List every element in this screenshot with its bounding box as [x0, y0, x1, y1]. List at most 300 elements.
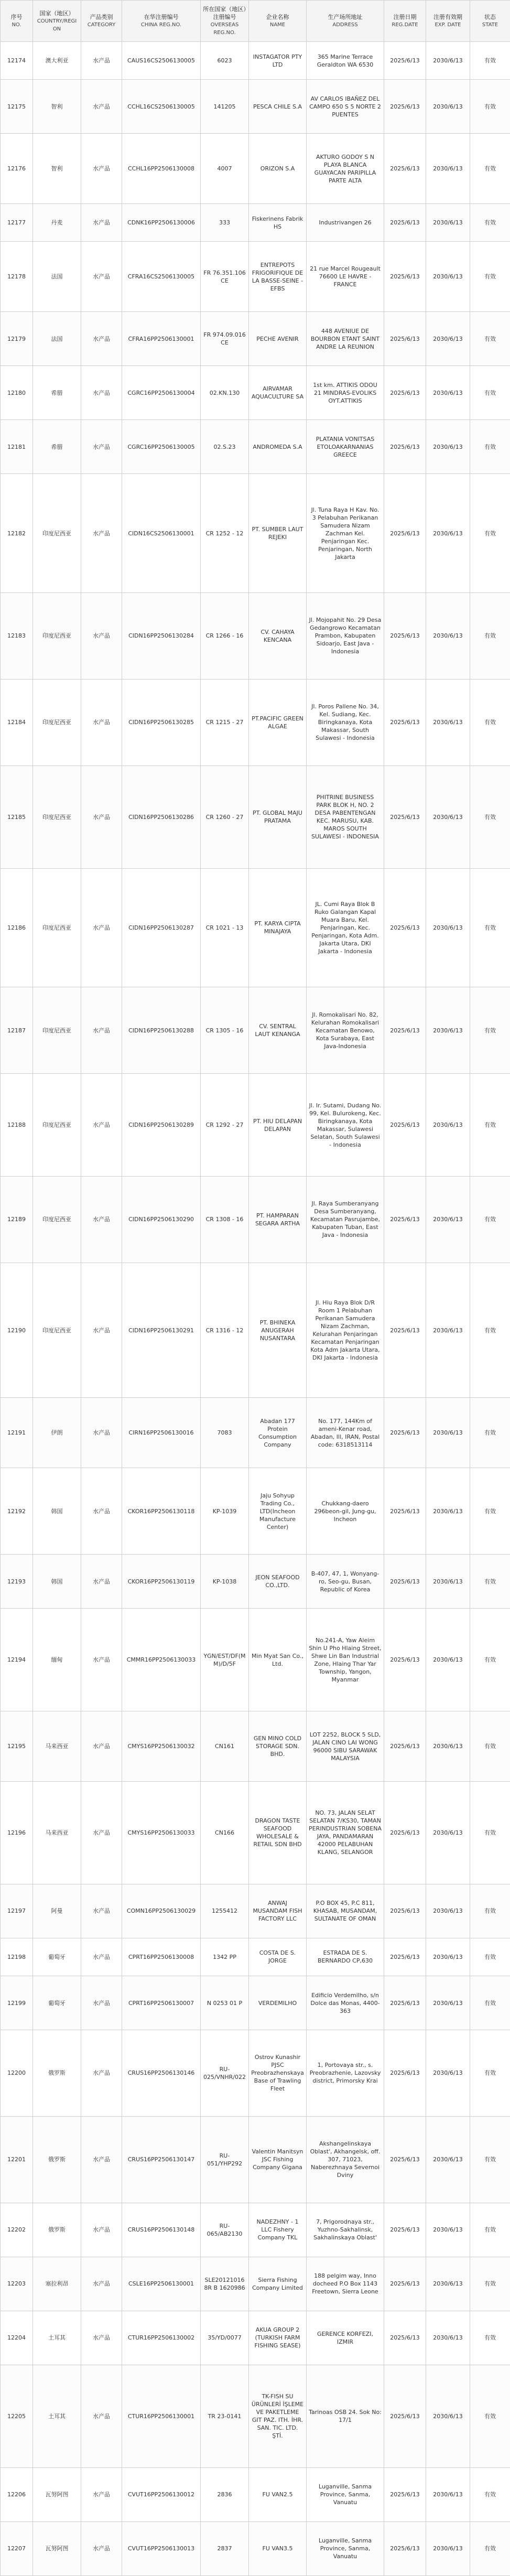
table-row — [1, 2257, 510, 2311]
cell-name: Ostrov Kunashir PJSC Preobrazhenskaya Base of Trawling Fleet — [249, 2030, 307, 2117]
table-row — [1, 679, 510, 766]
cell-china-reg: CAUS16CS2506130005 — [122, 42, 201, 80]
cell-category: 水产品 — [81, 766, 122, 868]
cell-no: 12206 — [1, 2467, 33, 2521]
cell-state: 有效 — [470, 2203, 510, 2257]
column-header-zh: 注册日期 — [393, 14, 417, 20]
cell-address: Jl. Raya Sumberanyang Desa Sumberanyang, Kecamatan Pasrujambe, Kabupaten Tuban, East Java - Indonesia — [307, 1176, 384, 1263]
cell-country: 缅甸 — [33, 1609, 81, 1711]
cell-reg-date: 2025/6/13 — [384, 1711, 426, 1782]
cell-exp-date: 2030/6/13 — [426, 42, 470, 80]
cell-category: 水产品 — [81, 204, 122, 242]
table-row — [1, 42, 510, 80]
cell-address: Jl. Tuna Raya H Kav. No. 3 Pelabuhan Perikanan Samudera Nizam Zachman Kel. Penjaringan Kec. Penjaringan, North Jakarta — [307, 474, 384, 593]
cell-china-reg: CIDN16PP2506130288 — [122, 987, 201, 1074]
cell-address: Jl. Mojopahit No. 29 Desa Gedangrowo Kecamatan Prambon, Kabupaten Sidoarjo, East Java - Indonesia — [307, 593, 384, 680]
cell-reg-date: 2025/6/13 — [384, 1263, 426, 1398]
column-header-category — [81, 1, 122, 42]
table-row — [1, 2116, 510, 2203]
header-row — [1, 1, 510, 42]
cell-country: 印度尼西亚 — [33, 766, 81, 868]
cell-no: 12203 — [1, 2257, 33, 2311]
cell-state: 有效 — [470, 2521, 510, 2575]
cell-country: 俄罗斯 — [33, 2203, 81, 2257]
cell-exp-date: 2030/6/13 — [426, 1884, 470, 1938]
cell-name: PT. GLOBAL MAJU PRATAMA — [249, 766, 307, 868]
cell-address: ESTRADA DE S. BERNARDO CP,630 — [307, 1938, 384, 1976]
cell-category: 水产品 — [81, 593, 122, 680]
cell-address: PLATANIA VONITSAS ETOLOAKARNANIAS GREECE — [307, 420, 384, 474]
cell-name: PT. HIU DELAPAN DELAPAN — [249, 1074, 307, 1177]
cell-category: 水产品 — [81, 868, 122, 987]
cell-overseas-reg: CR 1260 - 27 — [201, 766, 249, 868]
cell-china-reg: CIDN16PP2506130285 — [122, 679, 201, 766]
cell-overseas-reg: RU-025/VNHR/022 — [201, 2030, 249, 2117]
cell-no: 12196 — [1, 1782, 33, 1884]
cell-china-reg: CFRA16PP2506130001 — [122, 312, 201, 366]
cell-category: 水产品 — [81, 2116, 122, 2203]
cell-overseas-reg: 2837 — [201, 2521, 249, 2575]
cell-overseas-reg: 7083 — [201, 1398, 249, 1468]
cell-state: 有效 — [470, 2311, 510, 2365]
cell-overseas-reg: 141205 — [201, 80, 249, 134]
cell-name: Fiskerinens Fabrik HS — [249, 204, 307, 242]
cell-country: 丹麦 — [33, 204, 81, 242]
cell-name: Valentin Manitsyn JSC Fishing Company Gigana — [249, 2116, 307, 2203]
cell-overseas-reg: CR 1292 - 27 — [201, 1074, 249, 1177]
cell-exp-date: 2030/6/13 — [426, 1976, 470, 2030]
cell-category: 水产品 — [81, 1938, 122, 1976]
cell-exp-date: 2030/6/13 — [426, 1398, 470, 1468]
cell-name: Abadan 177 Protein Consumption Company — [249, 1398, 307, 1468]
cell-reg-date: 2025/6/13 — [384, 312, 426, 366]
cell-address: Jl. Hiu Raya Blok D/R Room 1 Pelabuhan Perikanan Samudera Nizam Zachman, Kelurahan Penjaringan Kecamatan Penjaringan Kota Adm Jakarta Utara, DKI Jakarta - Indonesia — [307, 1263, 384, 1398]
cell-state: 有效 — [470, 2116, 510, 2203]
cell-exp-date: 2030/6/13 — [426, 2257, 470, 2311]
cell-no: 12201 — [1, 2116, 33, 2203]
cell-exp-date: 2030/6/13 — [426, 2521, 470, 2575]
cell-no: 12195 — [1, 1711, 33, 1782]
cell-china-reg: CRUS16PP2506130147 — [122, 2116, 201, 2203]
cell-country: 俄罗斯 — [33, 2030, 81, 2117]
cell-reg-date: 2025/6/13 — [384, 1938, 426, 1976]
column-header-en: CHINA REG.NO. — [140, 22, 182, 28]
cell-category: 水产品 — [81, 42, 122, 80]
table-row — [1, 1074, 510, 1177]
cell-reg-date: 2025/6/13 — [384, 1468, 426, 1555]
cell-reg-date: 2025/6/13 — [384, 1398, 426, 1468]
cell-category: 水产品 — [81, 2311, 122, 2365]
column-header-zh: 产品类别 — [90, 14, 113, 20]
cell-overseas-reg: KP-1038 — [201, 1555, 249, 1609]
cell-overseas-reg: 02.S.23 — [201, 420, 249, 474]
cell-no: 12191 — [1, 1398, 33, 1468]
table-header — [1, 1, 510, 42]
table-row — [1, 2030, 510, 2117]
cell-country: 印度尼西亚 — [33, 1074, 81, 1177]
table-row — [1, 1176, 510, 1263]
column-header-exp-date — [426, 1, 470, 42]
column-header-en: CATEGORY — [87, 22, 116, 28]
column-header-zh: 在华注册编号 — [144, 14, 179, 20]
cell-name: VERDEMILHO — [249, 1976, 307, 2030]
cell-country: 韩国 — [33, 1555, 81, 1609]
cell-china-reg: CIDN16PP2506130284 — [122, 593, 201, 680]
cell-china-reg: CIDN16PP2506130287 — [122, 868, 201, 987]
column-header-china-reg — [122, 1, 201, 42]
cell-reg-date: 2025/6/13 — [384, 2521, 426, 2575]
cell-no: 12199 — [1, 1976, 33, 2030]
column-header-en: COUNTRY/REGION — [37, 18, 77, 32]
cell-overseas-reg: 4007 — [201, 134, 249, 204]
cell-china-reg: CKOR16PP2506130118 — [122, 1468, 201, 1555]
cell-china-reg: CPRT16PP2506130008 — [122, 1938, 201, 1976]
cell-china-reg: CFRA16CS2506130005 — [122, 242, 201, 312]
cell-name: PESCA CHILE S.A — [249, 80, 307, 134]
cell-name: TK-FISH SU ÜRÜNLERİ İŞLEME VE PAKETLEME GIT PAZ. ITH. İHR. SAN. TIC. LTD. ŞTİ. — [249, 2365, 307, 2467]
cell-exp-date: 2030/6/13 — [426, 2116, 470, 2203]
cell-overseas-reg: SLE201210168R B 1620986 — [201, 2257, 249, 2311]
cell-country: 智利 — [33, 80, 81, 134]
cell-no: 12182 — [1, 474, 33, 593]
cell-overseas-reg: 6023 — [201, 42, 249, 80]
cell-no: 12204 — [1, 2311, 33, 2365]
cell-state: 有效 — [470, 1398, 510, 1468]
cell-name: Jaju Sohyup Trading Co., LTD(Incheon Manufacture Center) — [249, 1468, 307, 1555]
column-header-name — [249, 1, 307, 42]
cell-country: 伊朗 — [33, 1398, 81, 1468]
table-row — [1, 134, 510, 204]
cell-exp-date: 2030/6/13 — [426, 1782, 470, 1884]
cell-category: 水产品 — [81, 2257, 122, 2311]
cell-reg-date: 2025/6/13 — [384, 242, 426, 312]
cell-state: 有效 — [470, 204, 510, 242]
cell-no: 12177 — [1, 204, 33, 242]
cell-category: 水产品 — [81, 312, 122, 366]
cell-country: 印度尼西亚 — [33, 679, 81, 766]
cell-state: 有效 — [470, 1074, 510, 1177]
cell-exp-date: 2030/6/13 — [426, 1555, 470, 1609]
cell-country: 瓦努阿图 — [33, 2467, 81, 2521]
cell-reg-date: 2025/6/13 — [384, 766, 426, 868]
cell-no: 12186 — [1, 868, 33, 987]
cell-category: 水产品 — [81, 134, 122, 204]
cell-exp-date: 2030/6/13 — [426, 987, 470, 1074]
cell-reg-date: 2025/6/13 — [384, 134, 426, 204]
cell-category: 水产品 — [81, 987, 122, 1074]
cell-name: ORIZON S.A — [249, 134, 307, 204]
cell-china-reg: CIDN16PP2506130286 — [122, 766, 201, 868]
cell-reg-date: 2025/6/13 — [384, 366, 426, 420]
cell-reg-date: 2025/6/13 — [384, 1555, 426, 1609]
table-row — [1, 204, 510, 242]
cell-no: 12197 — [1, 1884, 33, 1938]
cell-china-reg: CCHL16PP2506130008 — [122, 134, 201, 204]
cell-no: 12198 — [1, 1938, 33, 1976]
cell-state: 有效 — [470, 366, 510, 420]
cell-address: 365 Marine Terrace Geraldton WA 6530 — [307, 42, 384, 80]
column-header-zh: 所在国家（地区）注册编号 — [203, 6, 246, 20]
cell-name: FU VAN2.5 — [249, 2467, 307, 2521]
cell-china-reg: CRUS16PP2506130146 — [122, 2030, 201, 2117]
cell-state: 有效 — [470, 679, 510, 766]
column-header-address — [307, 1, 384, 42]
cell-overseas-reg: CR 1266 - 16 — [201, 593, 249, 680]
column-header-no — [1, 1, 33, 42]
cell-country: 阿曼 — [33, 1884, 81, 1938]
cell-country: 葡萄牙 — [33, 1976, 81, 2030]
table-row — [1, 1263, 510, 1398]
cell-category: 水产品 — [81, 420, 122, 474]
cell-name: DRAGON TASTE SEAFOOD WHOLESALE & RETAIL SDN BHD — [249, 1782, 307, 1884]
cell-state: 有效 — [470, 1884, 510, 1938]
cell-address: Jl. Romokalisari No. 82, Kelurahan Romokalisari Kecamatan Benowo, Kota Surabaya, East Java-Indonesia — [307, 987, 384, 1074]
cell-address: P.O BOX 45, P.C 811, KHASAB, MUSANDAM, SULTANATE OF OMAN — [307, 1884, 384, 1938]
cell-category: 水产品 — [81, 1263, 122, 1398]
cell-category: 水产品 — [81, 80, 122, 134]
cell-reg-date: 2025/6/13 — [384, 1609, 426, 1711]
cell-address: 7, Prigorodnaya str., Yuzhno-Sakhalinsk, Sakhalinskaya Oblast' — [307, 2203, 384, 2257]
cell-exp-date: 2030/6/13 — [426, 420, 470, 474]
cell-exp-date: 2030/6/13 — [426, 1609, 470, 1711]
cell-address: Luganville, Sanma Province, Sanma, Vanuatu — [307, 2467, 384, 2521]
cell-category: 水产品 — [81, 1782, 122, 1884]
cell-reg-date: 2025/6/13 — [384, 474, 426, 593]
cell-state: 有效 — [470, 420, 510, 474]
cell-category: 水产品 — [81, 1976, 122, 2030]
column-header-zh: 生产场所地址 — [328, 14, 363, 20]
cell-exp-date: 2030/6/13 — [426, 1263, 470, 1398]
cell-name: GEN MINO COLD STORAGE SDN. BHD. — [249, 1711, 307, 1782]
cell-address: Chukkang-daero 296beon-gil, Jung-gu, Incheon — [307, 1468, 384, 1555]
cell-no: 12183 — [1, 593, 33, 680]
cell-name: Sierra Fishing Company Limited — [249, 2257, 307, 2311]
column-header-en: STATE — [482, 22, 498, 28]
cell-exp-date: 2030/6/13 — [426, 1468, 470, 1555]
cell-category: 水产品 — [81, 2365, 122, 2467]
cell-reg-date: 2025/6/13 — [384, 1074, 426, 1177]
cell-exp-date: 2030/6/13 — [426, 204, 470, 242]
column-header-en: ADDRESS — [332, 22, 358, 28]
cell-china-reg: CRUS16PP2506130148 — [122, 2203, 201, 2257]
cell-country: 韩国 — [33, 1468, 81, 1555]
cell-reg-date: 2025/6/13 — [384, 1176, 426, 1263]
cell-state: 有效 — [470, 868, 510, 987]
cell-overseas-reg: N 0253 01 P — [201, 1976, 249, 2030]
cell-address: PHITRINE BUSINESS PARK BLOK H, NO. 2 DESA PABENTENGAN KEC. MARUSU, KAB. MAROS SOUTH SULAWESI - INDONESIA — [307, 766, 384, 868]
column-header-zh: 国家（地区） — [39, 9, 74, 17]
cell-name: PT. BHINEKA ANUGERAH NUSANTARA — [249, 1263, 307, 1398]
cell-china-reg: CMYS16PP2506130032 — [122, 1711, 201, 1782]
cell-no: 12190 — [1, 1263, 33, 1398]
cell-reg-date: 2025/6/13 — [384, 868, 426, 987]
cell-state: 有效 — [470, 1976, 510, 2030]
cell-state: 有效 — [470, 1782, 510, 1884]
column-header-zh: 企业名称 — [266, 14, 289, 20]
cell-country: 印度尼西亚 — [33, 593, 81, 680]
cell-name: CV. CAHAYA KENCANA — [249, 593, 307, 680]
cell-china-reg: CGRC16PP2506130005 — [122, 420, 201, 474]
cell-overseas-reg: TR 23-0141 — [201, 2365, 249, 2467]
table-row — [1, 593, 510, 680]
cell-exp-date: 2030/6/13 — [426, 868, 470, 987]
cell-overseas-reg: CR 1308 - 16 — [201, 1176, 249, 1263]
cell-overseas-reg: CR 1215 - 27 — [201, 679, 249, 766]
cell-name: INSTAGATOR PTY LTD — [249, 42, 307, 80]
cell-china-reg: CMYS16PP2506130033 — [122, 1782, 201, 1884]
cell-address: Jl. Poros Pallene No. 34, Kel. Sudiang, Kec. Biringkanaya, Kota Makassar, South Sulawesi - Indonesia — [307, 679, 384, 766]
cell-state: 有效 — [470, 1938, 510, 1976]
table-row — [1, 766, 510, 868]
cell-china-reg: CIRN16PP2506130016 — [122, 1398, 201, 1468]
cell-name: FU VAN3.5 — [249, 2521, 307, 2575]
cell-china-reg: CKOR16PP2506130119 — [122, 1555, 201, 1609]
cell-no: 12178 — [1, 242, 33, 312]
cell-country: 澳大利亚 — [33, 42, 81, 80]
cell-state: 有效 — [470, 80, 510, 134]
cell-no: 12192 — [1, 1468, 33, 1555]
cell-state: 有效 — [470, 2257, 510, 2311]
cell-name: CV. SENTRAL LAUT KENANGA — [249, 987, 307, 1074]
cell-exp-date: 2030/6/13 — [426, 1176, 470, 1263]
cell-category: 水产品 — [81, 474, 122, 593]
cell-china-reg: CCHL16CS2506130005 — [122, 80, 201, 134]
column-header-en: OVERSEAS REG.NO. — [210, 22, 239, 36]
cell-reg-date: 2025/6/13 — [384, 1884, 426, 1938]
cell-country: 希腊 — [33, 420, 81, 474]
cell-name: PT. KARYA CIPTA MINAJAYA — [249, 868, 307, 987]
cell-overseas-reg: 35/YD/0077 — [201, 2311, 249, 2365]
cell-name: JEON SEAFOOD CO.,LTD. — [249, 1555, 307, 1609]
cell-address: 188 pelgim way, Inno docheed P.O Box 1143 Freetown, Sierra Leone — [307, 2257, 384, 2311]
cell-country: 法国 — [33, 242, 81, 312]
cell-country: 马来西亚 — [33, 1782, 81, 1884]
cell-overseas-reg: RU-051/YHP292 — [201, 2116, 249, 2203]
cell-state: 有效 — [470, 134, 510, 204]
cell-state: 有效 — [470, 593, 510, 680]
cell-reg-date: 2025/6/13 — [384, 593, 426, 680]
cell-reg-date: 2025/6/13 — [384, 2030, 426, 2117]
cell-state: 有效 — [470, 987, 510, 1074]
cell-category: 水产品 — [81, 242, 122, 312]
cell-category: 水产品 — [81, 366, 122, 420]
cell-state: 有效 — [470, 1468, 510, 1555]
table-row — [1, 1711, 510, 1782]
cell-exp-date: 2030/6/13 — [426, 593, 470, 680]
cell-overseas-reg: 02.KN.130 — [201, 366, 249, 420]
table-row — [1, 2203, 510, 2257]
cell-address: Akshangelinskaya Oblast', Akhangelsk, off. 307, 71023, Naberezhnaya Severnoi Dviny — [307, 2116, 384, 2203]
cell-reg-date: 2025/6/13 — [384, 2365, 426, 2467]
cell-reg-date: 2025/6/13 — [384, 1976, 426, 2030]
cell-no: 12202 — [1, 2203, 33, 2257]
column-header-en: EXP. DATE — [435, 22, 461, 28]
cell-address: Industrivangen 26 — [307, 204, 384, 242]
cell-reg-date: 2025/6/13 — [384, 2116, 426, 2203]
cell-exp-date: 2030/6/13 — [426, 1074, 470, 1177]
cell-category: 水产品 — [81, 2521, 122, 2575]
cell-category: 水产品 — [81, 2467, 122, 2521]
cell-state: 有效 — [470, 1176, 510, 1263]
cell-name: PT. HAMPARAN SEGARA ARTHA — [249, 1176, 307, 1263]
cell-country: 智利 — [33, 134, 81, 204]
cell-china-reg: CDNK16PP2506130006 — [122, 204, 201, 242]
cell-country: 印度尼西亚 — [33, 474, 81, 593]
cell-no: 12205 — [1, 2365, 33, 2467]
cell-china-reg: CSLE16PP2506130001 — [122, 2257, 201, 2311]
cell-overseas-reg: FR 974.09.016 CE — [201, 312, 249, 366]
cell-no: 12188 — [1, 1074, 33, 1177]
cell-country: 马来西亚 — [33, 1711, 81, 1782]
cell-state: 有效 — [470, 1711, 510, 1782]
cell-country: 瓦努阿图 — [33, 2521, 81, 2575]
cell-overseas-reg: CR 1316 - 12 — [201, 1263, 249, 1398]
column-header-zh: 状态 — [484, 14, 496, 20]
cell-name: AIRVAMAR AQUACULTURE SA — [249, 366, 307, 420]
cell-state: 有效 — [470, 2365, 510, 2467]
table-row — [1, 420, 510, 474]
cell-reg-date: 2025/6/13 — [384, 1782, 426, 1884]
cell-state: 有效 — [470, 474, 510, 593]
cell-overseas-reg: CR 1305 - 16 — [201, 987, 249, 1074]
cell-address: No. 177, 144Km of ameni-Kenar road, Abadan, Ill, IRAN, Postal code: 6318513114 — [307, 1398, 384, 1468]
cell-country: 希腊 — [33, 366, 81, 420]
cell-country: 印度尼西亚 — [33, 868, 81, 987]
cell-no: 12207 — [1, 2521, 33, 2575]
column-header-zh: 序号 — [10, 14, 23, 20]
cell-address: Edificio Verdemilho, s/n Dolce das Monas, 4400-363 — [307, 1976, 384, 2030]
cell-state: 有效 — [470, 312, 510, 366]
cell-no: 12184 — [1, 679, 33, 766]
cell-address: Luganville, Sanma Province, Sanma, Vanuatu — [307, 2521, 384, 2575]
cell-reg-date: 2025/6/13 — [384, 2257, 426, 2311]
cell-address: B-407, 47, 1, Wonyang-ro, Seo-gu, Busan, Republic of Korea — [307, 1555, 384, 1609]
cell-category: 水产品 — [81, 2203, 122, 2257]
cell-country: 土耳其 — [33, 2311, 81, 2365]
cell-overseas-reg: CR 1252 - 12 — [201, 474, 249, 593]
cell-china-reg: CVUT16PP2506130013 — [122, 2521, 201, 2575]
cell-reg-date: 2025/6/13 — [384, 2311, 426, 2365]
cell-state: 有效 — [470, 1555, 510, 1609]
cell-no: 12179 — [1, 312, 33, 366]
cell-address: 1st km. ATTIKIS ODOU 21 MINDRAS-EVOLIKS OYT.ATTIKIS — [307, 366, 384, 420]
cell-address: AKTURO GODOY S N PLAYA BLANCA GUAYACAN PARIPILLA PARTE ALTA — [307, 134, 384, 204]
cell-no: 12200 — [1, 2030, 33, 2117]
cell-country: 印度尼西亚 — [33, 1176, 81, 1263]
cell-reg-date: 2025/6/13 — [384, 204, 426, 242]
cell-overseas-reg: FR 76.351.106 CE — [201, 242, 249, 312]
cell-category: 水产品 — [81, 1609, 122, 1711]
cell-no: 12185 — [1, 766, 33, 868]
table-body — [1, 42, 510, 2576]
cell-exp-date: 2030/6/13 — [426, 134, 470, 204]
column-header-en: NAME — [269, 22, 286, 28]
cell-category: 水产品 — [81, 679, 122, 766]
cell-overseas-reg: 333 — [201, 204, 249, 242]
column-header-reg-date — [384, 1, 426, 42]
cell-category: 水产品 — [81, 1074, 122, 1177]
cell-address: Jl. Ir. Sutami, Dudang No. 99, Kel. Bulurokeng, Kec. Biringkanaya, Kota Makassar, Sulawesi Selatan, South Sulawesi - Indonesia — [307, 1074, 384, 1177]
cell-overseas-reg: 1255412 — [201, 1884, 249, 1938]
cell-category: 水产品 — [81, 1711, 122, 1782]
cell-exp-date: 2030/6/13 — [426, 366, 470, 420]
cell-china-reg: CMMR16PP2506130033 — [122, 1609, 201, 1711]
cell-exp-date: 2030/6/13 — [426, 474, 470, 593]
table-row — [1, 2365, 510, 2467]
column-header-country — [33, 1, 81, 42]
cell-reg-date: 2025/6/13 — [384, 2203, 426, 2257]
cell-reg-date: 2025/6/13 — [384, 2467, 426, 2521]
